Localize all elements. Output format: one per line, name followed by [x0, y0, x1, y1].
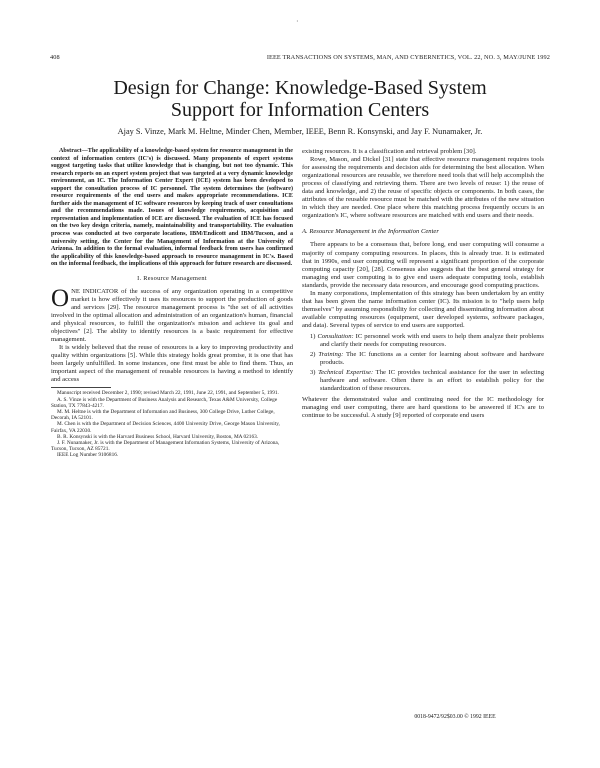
list-term: Consultation: — [317, 332, 354, 340]
list-number: 2) — [310, 351, 316, 359]
paragraph-text: NE INDICATOR of the success of any organization operating in a competitive market is how effectively it uses its resources to support the production of goods and services [29]. The resource management process is "the set of all activities involved in the optimal allocation and administration of an organization's human, financial and physical resources, to fulfill the organization's mission and achieve its goal and objectives" [2]. The ability to identify resources is a basic requirement for effective management. — [51, 287, 293, 344]
page-number: 408 — [50, 54, 60, 61]
footnote: A. S. Vinze is with the Department of Business Analysis and Research, Texas A&M University, College Station, TX 77843-4217. — [51, 396, 278, 409]
footnote: B. R. Konsynski is with the Harvard Business School, Harvard University, Boston, MA 02163. — [57, 433, 259, 440]
footnote: Manuscript received December 2, 1990; revised March 22, 1991, June 22, 1991, and September 5, 1991. — [57, 390, 279, 397]
footnote-divider — [51, 387, 111, 388]
body-paragraph — [51, 284, 293, 344]
list-item — [302, 369, 544, 393]
body-paragraph: existing resources. It is a classification and retrieval problem [30]. — [302, 148, 477, 155]
journal-running-head: IEEE TRANSACTIONS ON SYSTEMS, MAN, AND CYBERNETICS, VOL. 22, NO. 3, MAY/JUNE 1992 — [266, 54, 550, 61]
list-term: Technical Expertise: — [318, 369, 374, 377]
list-item — [302, 333, 544, 349]
paper-title — [50, 77, 550, 121]
footnote: M. Chen is with the Department of Decision Sciences, 4400 University Drive, George Mason University, Fairfax, VA 22030. — [51, 421, 280, 434]
body-paragraph: It is widely believed that the reuse of resources is a key to improving productivity and quality within organizations [5]. While this strategy holds great promise, it is one that has been largely unfulfilled. In some instances, one first must be able to find them. Thus, an important aspect of the management of reusable resources is having a method to identify and access — [51, 344, 293, 384]
service-list — [302, 333, 544, 393]
issn-copyright: 0018-9472/92$03.00 © 1992 IEEE — [414, 714, 496, 720]
title-line: Support for Information Centers — [170, 99, 430, 121]
author-list: Ajay S. Vinze, Mark M. Heltne, Minder Chen, Member, IEEE, Benn R. Konsynski, and Jay F. Nunamaker, Jr. — [117, 127, 483, 136]
body-paragraph: In many corporations, implementation of this strategy has been undertaken by an entity that has been given the name information center (IC). Its mission is to "help users help themselves" by assuming responsibility for collecting and disseminating information about available computing resources (equipment, user developed systems, software packages, and data). Several types of service to end users are supported. — [302, 289, 544, 329]
left-column — [51, 148, 293, 459]
footnotes — [51, 390, 293, 458]
footnote: M. M. Heltne is with the Department of Information and Business, 300 College Drive, Luther College, Decorah, IA 52101. — [51, 408, 275, 422]
subsection-heading: A. Resource Management in the Information Center — [302, 228, 439, 236]
body-paragraph: Rowe, Mason, and Dickel [31] state that effective resource management requires tools for assessing the requirements and decision aids for determining the best allocation. When organizational resources are reusable, we therefore need tools that will help accomplish the process of classifying and retrieving them. There are two levels of reuse: 1) the reuse of data and knowledge, and 2) the reuse of specific objects or components. In both cases, the attributes of the reusable resource must be matched with the attributes of the new situation in which they are needed. One place where this matching process frequently occurs is an organization's IC, where software resources are matched with end users and their needs. — [302, 156, 544, 220]
list-item — [302, 351, 544, 367]
abstract: Abstract—The applicability of a knowledge-based system for resource management in the context of information centers (IC's) is discussed. Many proponents of expert systems suggest targeting tasks that utilize knowledge that is changing, but not too dynamic. This research reports on an expert system project that was targeted at a very dynamic knowledge environment, an IC. The Information Center Expert (ICE) system has been developed to support the consultation process of IC personnel. The system determines the (software) resource requirements of the end users and makes appropriate recommendations. ICE further aids the management of IC software resources by keeping track of user consultations and the recommendations made. Issues of knowledge requirements, acquisition and representation and implementation of ICE are discussed. The evaluation of ICE has focused on the two key design criteria, namely, maintainability and transportability. The evaluation process was conducted at two corporate locations, IBM/Endicott and IBM/Tucson, and a university setting, the Center for the Management of Information at the University of Arizona. In addition to the formal evaluation, informal feedback from users has confirmed the applicability of this knowledge-based approach to resource management in IC's. Based on the informal feedback, the implications of this approach for future research are discussed. — [51, 148, 293, 268]
list-text: The IC functions as a center for learning about software and hardware products. — [320, 351, 544, 367]
list-number: 3) — [310, 369, 316, 377]
list-text: The IC provides technical assistance for the user in selecting hardware and software. Often there is an effort to establish policy for the standardization of these resources. — [320, 369, 545, 393]
body-paragraph: There appears to be a consensus that, before long, end user computing will consume a majority of company computing resources. In places, this is already true. It is estimated that in 1990s, end user computing will represent a significant proportion of the corporate computing capacity [20], [28]. Consensus also suggests that the best general strategy for managing end user computing is to give end users adequate computing tools, establish standards, provide the necessary data resources, and encourage good computing practices. — [302, 241, 544, 289]
footnote: IEEE Log Number 9106816. — [57, 452, 119, 459]
stray-mark: · — [296, 17, 299, 26]
section-heading: I. Resource Management — [137, 274, 207, 282]
title-line: Design for Change: Knowledge-Based System — [113, 77, 487, 99]
body-paragraph: Whatever the demonstrated value and continuing need for the IC methodology for managing end user computing, there are hard questions to be answered if IC's are to continue to be successful. A study [9] reported of corporate end users — [302, 396, 544, 420]
footnote: J. F. Nunamaker, Jr. is with the Department of Management Information Systems, University of Arizona, Tucson, Tucson, AZ 85721. — [51, 439, 280, 453]
right-column — [302, 148, 544, 420]
list-term: Training: — [318, 351, 344, 359]
list-number: 1) — [310, 332, 316, 340]
drop-cap: O — [51, 284, 70, 312]
list-text: IC personnel work with end users to help them analyze their problems and clarify their needs for computing resources. — [320, 332, 545, 349]
